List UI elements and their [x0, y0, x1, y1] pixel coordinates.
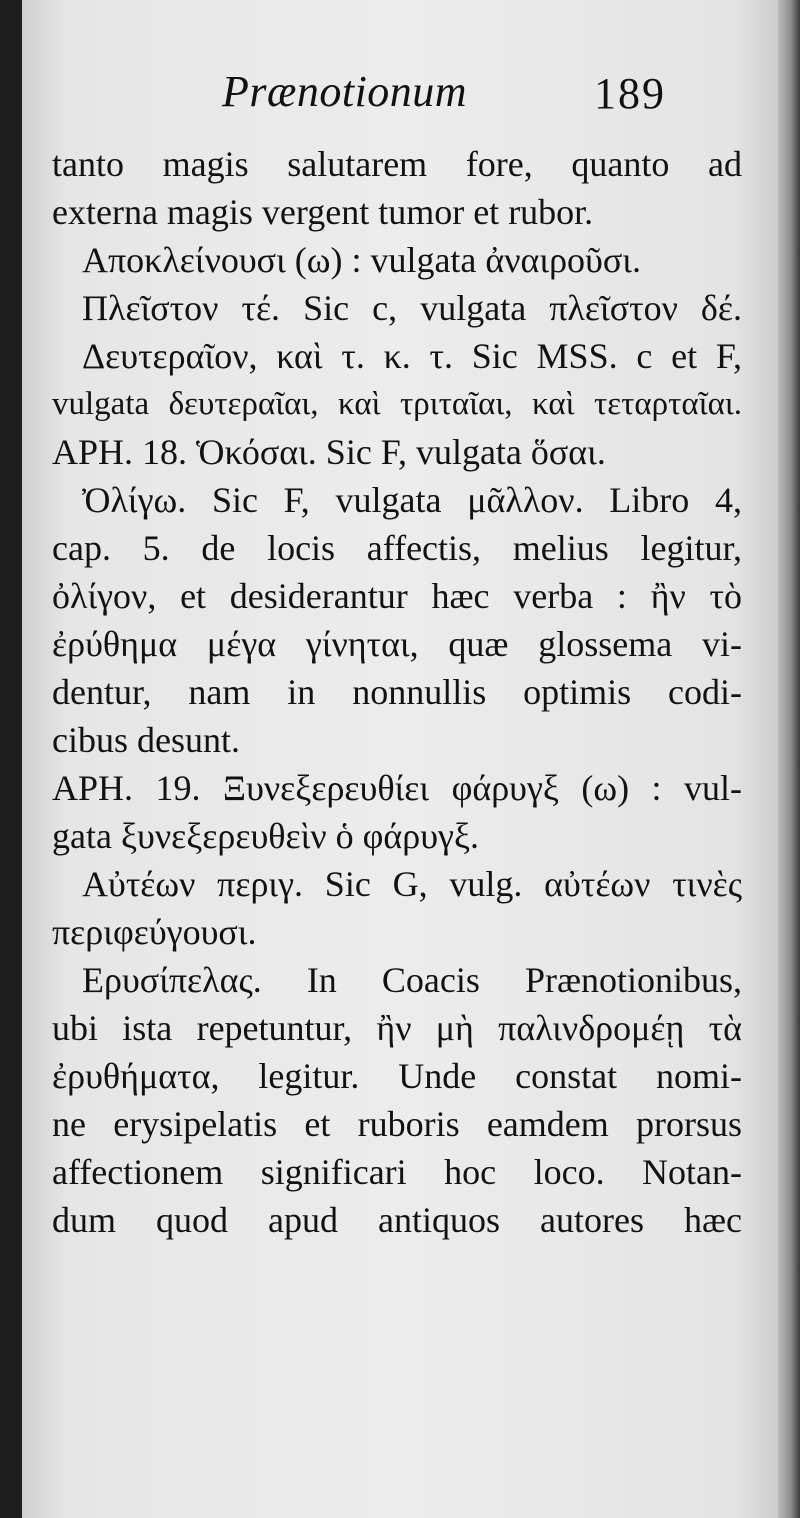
text-line: tanto magis salutarem fore, quanto ad: [52, 144, 742, 184]
text-line: externa magis vergent tumor et rubor.: [52, 192, 594, 232]
text-line: cap. 5. de locis affectis, melius legitur,: [52, 528, 742, 568]
text-line: Αποκλείνουσι (ω) : vulgata ἀναιροῦσι.: [82, 240, 641, 280]
running-title: Prænotionum: [222, 67, 468, 116]
text-line: Δευτεραῖον, καὶ τ. κ. τ. Sic MSS. c et F,: [82, 336, 742, 376]
text-line: ne erysipelatis et ruboris eamdem prorsus: [52, 1104, 742, 1144]
text-line: cibus desunt.: [52, 720, 240, 760]
page-body: [52, 140, 742, 1244]
text-line: dentur, nam in nonnullis optimis codi-: [52, 672, 742, 712]
text-line: gata ξυνεξερευθεὶν ὁ φάρυγξ.: [52, 816, 480, 856]
text-line: vulgata δευτεραῖαι, καὶ τριταῖαι, καὶ τεταρταῖαι.: [52, 386, 742, 422]
text-line: περιφεύγουσι.: [52, 912, 257, 952]
text-line: Αὐτέων περιγ. Sic G, vulg. αὐτέων τινὲς: [82, 864, 742, 904]
text-line: affectionem significari hoc loco. Notan-: [52, 1152, 742, 1192]
text-line: ὀλίγον, et desiderantur hæc verba : ἢν τὸ: [52, 576, 742, 616]
text-line: dum quod apud antiquos autores hæc: [52, 1200, 742, 1240]
page-number: 189: [594, 69, 666, 118]
page-header: [22, 62, 778, 126]
text-line: Ὀλίγω. Sic F, vulgata μᾶλλον. Libro 4,: [82, 480, 742, 520]
text-line: ubi ista repetuntur, ἢν μὴ παλινδρομέῃ τὰ: [52, 1008, 742, 1048]
page-left-shadow: [0, 0, 22, 1518]
text-line: Ερυσίπελας. In Coacis Prænotionibus,: [82, 960, 742, 1000]
page-right-shadow: [778, 0, 800, 1518]
text-line: APH. 19. Ξυνεξερευθίει φάρυγξ (ω) : vul-: [52, 768, 742, 808]
text-line: APH. 18. Ὁκόσαι. Sic F, vulgata ὅσαι.: [52, 432, 606, 472]
text-line: Πλεῖστον τέ. Sic c, vulgata πλεῖστον δέ.: [82, 288, 742, 328]
book-page: [22, 0, 778, 1518]
text-line: ἐρύθημα μέγα γίνηται, quæ glossema vi-: [52, 624, 742, 664]
text-line: ἐρυθήματα, legitur. Unde constat nomi-: [52, 1056, 742, 1096]
